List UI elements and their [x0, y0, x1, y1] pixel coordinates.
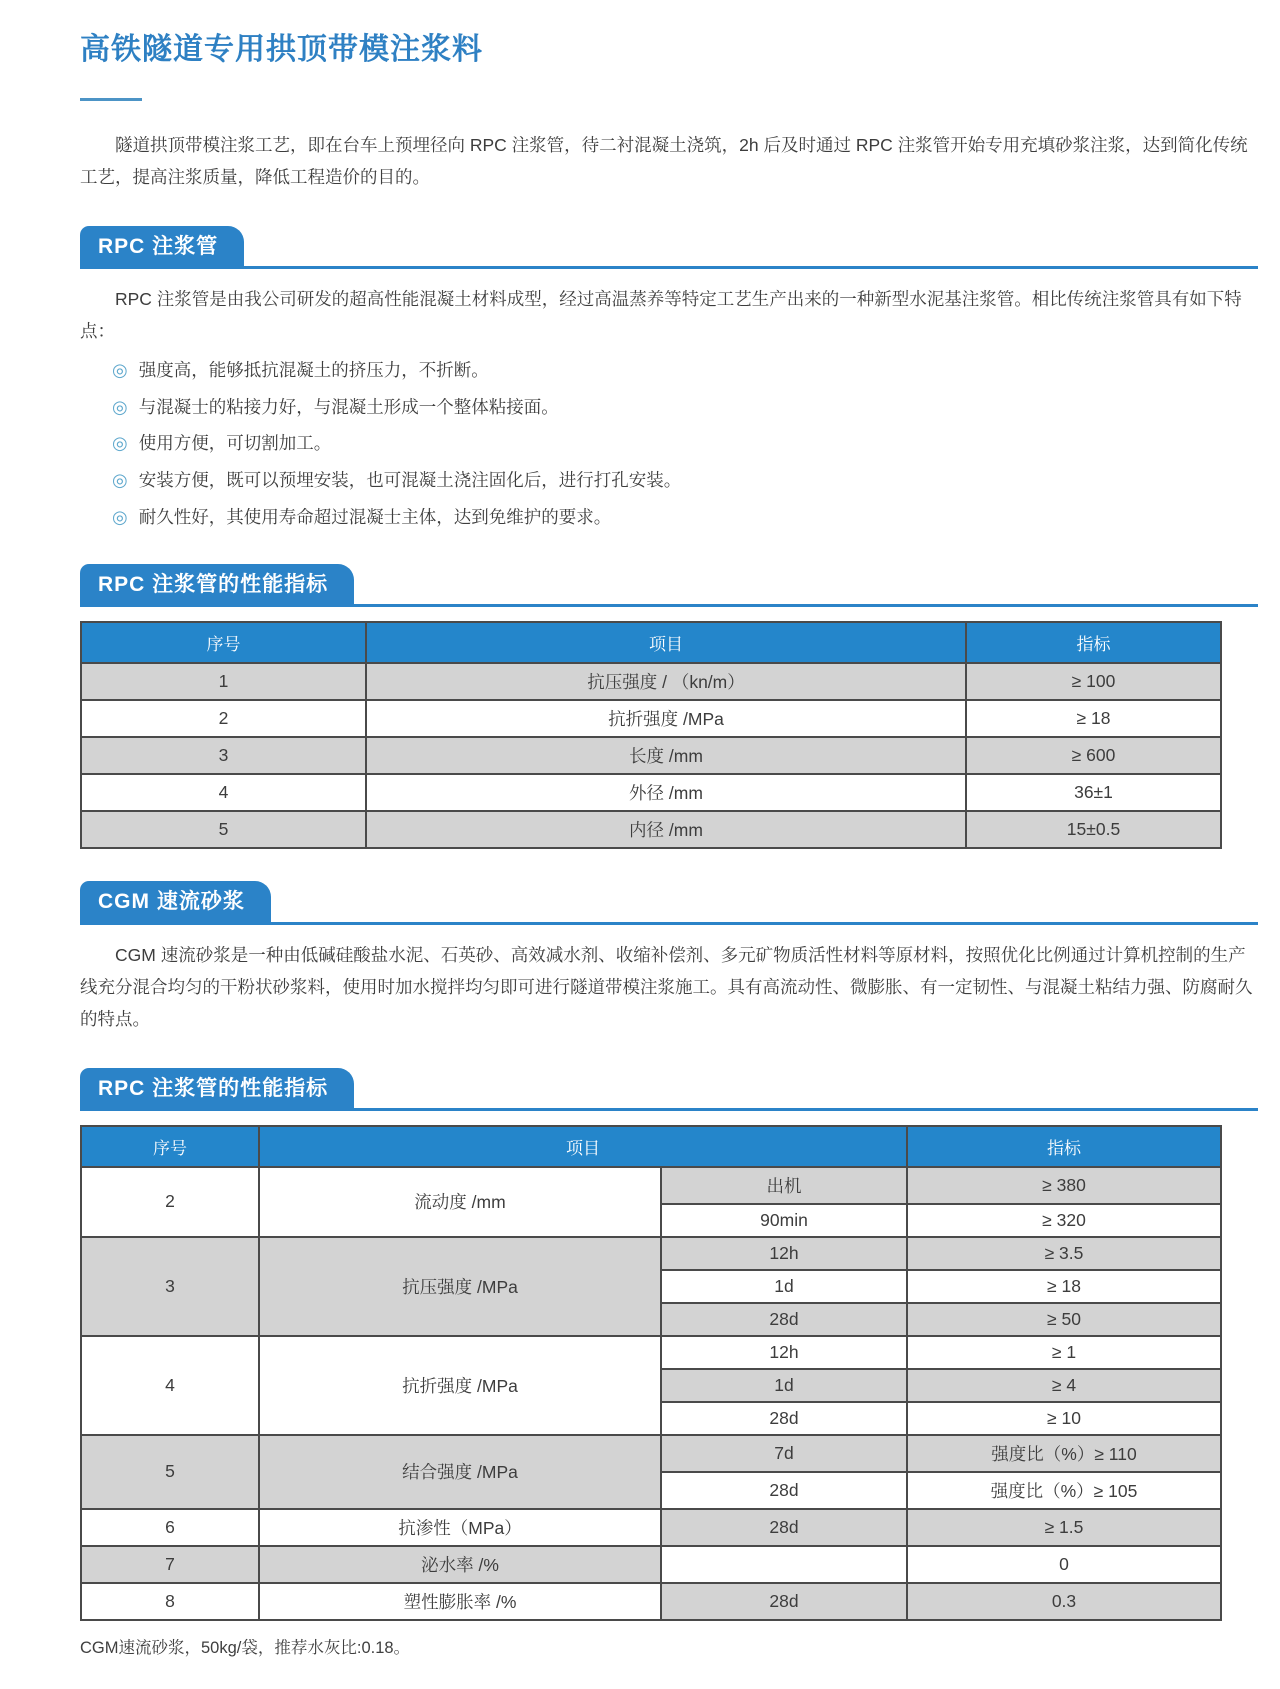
value-cell: ≥ 4: [907, 1369, 1221, 1402]
column-header: 序号: [81, 622, 366, 663]
value-cell: 36±1: [966, 774, 1221, 811]
rpc-pipe-spec-table: [80, 621, 1222, 849]
value-cell: 0: [907, 1546, 1221, 1583]
bullet-ring-icon: ◎: [112, 470, 128, 491]
section-bar-rpc-spec: [80, 564, 1258, 607]
condition-cell: 出机: [661, 1167, 907, 1204]
value-cell: 15±0.5: [966, 811, 1221, 848]
column-header: 项目: [366, 622, 966, 663]
bullet-ring-icon: ◎: [112, 507, 128, 528]
item-cell: 抗渗性（MPa）: [259, 1509, 661, 1546]
footnote: CGM速流砂浆，50kg/袋，推荐水灰比:0.18。: [80, 1638, 411, 1657]
column-header: 序号: [81, 1126, 259, 1167]
table2-header: [81, 1126, 1221, 1167]
table-row: [81, 700, 1221, 737]
value-cell: 强度比（%）≥ 105: [907, 1472, 1221, 1509]
condition-cell: 12h: [661, 1336, 907, 1369]
table-row: [81, 811, 1221, 848]
condition-cell: 1d: [661, 1369, 907, 1402]
serial-cell: 7: [81, 1546, 259, 1583]
table-row: [81, 1509, 1221, 1546]
feature-item-label: 与混凝士的粘接力好，与混凝土形成一个整体粘接面。: [138, 396, 559, 417]
feature-item: [112, 430, 1258, 458]
value-cell: ≥ 1.5: [907, 1509, 1221, 1546]
value-cell: ≥ 380: [907, 1167, 1221, 1204]
table2-body: [81, 1167, 1221, 1620]
section-bar-cgm: [80, 881, 1258, 924]
serial-cell: 5: [81, 811, 366, 848]
column-header: 指标: [907, 1126, 1221, 1167]
section-tab-cgm-spec: RPC 注浆管的性能指标: [80, 1068, 354, 1108]
section-bar-rpc-pipe: [80, 226, 1258, 269]
feature-item: [112, 467, 1258, 495]
serial-cell: 3: [81, 737, 366, 774]
item-cell: 抗压强度 / （kn/m）: [366, 663, 966, 700]
condition-cell: 28d: [661, 1583, 907, 1620]
serial-cell: 4: [81, 1336, 259, 1435]
serial-cell: 5: [81, 1435, 259, 1509]
serial-cell: 1: [81, 663, 366, 700]
table-row: [81, 1546, 1221, 1583]
value-cell: ≥ 18: [966, 700, 1221, 737]
value-cell: ≥ 1: [907, 1336, 1221, 1369]
table-row: [81, 1435, 1221, 1472]
item-cell: 抗折强度 /MPa: [259, 1336, 661, 1435]
table-row: [81, 663, 1221, 700]
condition-cell: 28d: [661, 1472, 907, 1509]
table-row: [81, 774, 1221, 811]
page-title: 高铁隧道专用拱顶带模注浆料: [80, 33, 483, 66]
condition-cell: 12h: [661, 1237, 907, 1270]
value-cell: ≥ 10: [907, 1402, 1221, 1435]
value-cell: 强度比（%）≥ 110: [907, 1435, 1221, 1472]
item-cell: 长度 /mm: [366, 737, 966, 774]
table1-header: [81, 622, 1221, 663]
condition-cell: 90min: [661, 1204, 907, 1237]
value-cell: ≥ 320: [907, 1204, 1221, 1237]
rpc-feature-list: [80, 357, 1258, 532]
feature-item: [112, 357, 1258, 385]
table-row: [81, 1167, 1221, 1204]
serial-cell: 8: [81, 1583, 259, 1620]
serial-cell: 2: [81, 700, 366, 737]
condition-cell: 28d: [661, 1509, 907, 1546]
table-row: [81, 1336, 1221, 1369]
serial-cell: 4: [81, 774, 366, 811]
table-row: [81, 1583, 1221, 1620]
table-row: [81, 1237, 1221, 1270]
item-cell: 外径 /mm: [366, 774, 966, 811]
rpc-pipe-paragraph: RPC 注浆管是由我公司研发的超高性能混凝土材料成型，经过高温蒸养等特定工艺生产出来的一种新型水泥基注浆管。相比传统注浆管具有如下特点：: [80, 288, 1242, 342]
feature-item: [112, 504, 1258, 532]
bullet-ring-icon: ◎: [112, 433, 128, 454]
item-cell: 塑性膨胀率 /%: [259, 1583, 661, 1620]
bullet-ring-icon: ◎: [112, 359, 128, 380]
table-row: [81, 737, 1221, 774]
intro-paragraph: 隧道拱顶带模注浆工艺，即在台车上预埋径向 RPC 注浆管，待二衬混凝土浇筑，2h 后及时通过 RPC 注浆管开始专用充填砂浆注浆，达到简化传统工艺，提高注浆质量，降低工程造价的目的。: [80, 135, 1248, 188]
feature-item-label: 耐久性好，其使用寿命超过混凝士主体，达到免维护的要求。: [138, 507, 612, 528]
bullet-ring-icon: ◎: [112, 396, 128, 417]
feature-item-label: 安装方便，既可以预埋安装，也可混凝土浇注固化后，进行打孔安装。: [138, 470, 682, 491]
value-cell: ≥ 600: [966, 737, 1221, 774]
value-cell: ≥ 18: [907, 1270, 1221, 1303]
condition-cell: [661, 1546, 907, 1583]
value-cell: 0.3: [907, 1583, 1221, 1620]
column-header: 项目: [259, 1126, 907, 1167]
condition-cell: 28d: [661, 1402, 907, 1435]
cgm-mortar-spec-table: [80, 1125, 1222, 1621]
item-cell: 抗压强度 /MPa: [259, 1237, 661, 1336]
value-cell: ≥ 100: [966, 663, 1221, 700]
table-header-row: [81, 1126, 1221, 1167]
item-cell: 抗折强度 /MPa: [366, 700, 966, 737]
feature-item-label: 强度高，能够抵抗混凝土的挤压力，不折断。: [138, 359, 489, 380]
value-cell: ≥ 50: [907, 1303, 1221, 1336]
condition-cell: 28d: [661, 1303, 907, 1336]
item-cell: 泌水率 /%: [259, 1546, 661, 1583]
value-cell: ≥ 3.5: [907, 1237, 1221, 1270]
serial-cell: 3: [81, 1237, 259, 1336]
cgm-paragraph: CGM 速流砂浆是一种由低碱硅酸盐水泥、石英砂、高效减水剂、收缩补偿剂、多元矿物质活性材料等原材料，按照优化比例通过计算机控制的生产线充分混合均匀的干粉状砂浆料，使用时加水搅拌均匀即可进行隧道带模注浆施工。具有高流动性、微膨胀、有一定韧性、与混凝土粘结力强、防腐耐久的特点。: [80, 944, 1253, 1030]
condition-cell: 7d: [661, 1435, 907, 1472]
section-bar-cgm-spec: [80, 1068, 1258, 1111]
table-header-row: [81, 622, 1221, 663]
condition-cell: 1d: [661, 1270, 907, 1303]
table1-body: [81, 663, 1221, 848]
title-underline: [80, 98, 142, 101]
section-tab-rpc-pipe: RPC 注浆管: [80, 226, 244, 266]
item-cell: 内径 /mm: [366, 811, 966, 848]
serial-cell: 2: [81, 1167, 259, 1237]
section-tab-cgm: CGM 速流砂浆: [80, 881, 271, 921]
item-cell: 流动度 /mm: [259, 1167, 661, 1237]
column-header: 指标: [966, 622, 1221, 663]
serial-cell: 6: [81, 1509, 259, 1546]
section-tab-rpc-spec: RPC 注浆管的性能指标: [80, 564, 354, 604]
feature-item-label: 使用方便，可切割加工。: [138, 433, 332, 454]
feature-item: [112, 394, 1258, 422]
item-cell: 结合强度 /MPa: [259, 1435, 661, 1509]
